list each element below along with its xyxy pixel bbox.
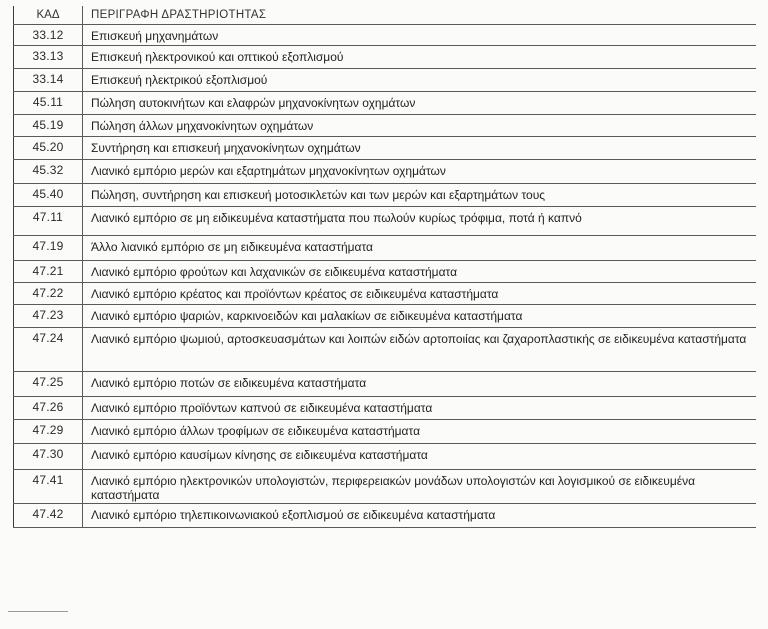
table-row: [14, 419, 756, 443]
activity-description: Λιανικό εμπόριο ηλεκτρονικών υπολογιστών, περιφερειακών μονάδων υπολογιστών και λογισμικού σε ειδικευμένα καταστήματα: [83, 469, 756, 503]
activity-description: Επισκευή ηλεκτρικού εξοπλισμού: [83, 68, 756, 91]
kad-code: 47.22: [14, 282, 83, 304]
table-row: [14, 469, 756, 503]
activity-codes-table: [13, 6, 756, 528]
table-row: [14, 136, 756, 159]
activity-description: Πώληση αυτοκινήτων και ελαφρών μηχανοκίνητων οχημάτων: [83, 91, 756, 114]
table-row: [14, 443, 756, 469]
kad-code: 45.20: [14, 136, 83, 159]
table-row: [14, 91, 756, 114]
divider: [8, 611, 68, 612]
activity-description: Πώληση άλλων μηχανοκίνητων οχημάτων: [83, 114, 756, 136]
table-row: [14, 260, 756, 282]
activity-description: Λιανικό εμπόριο φρούτων και λαχανικών σε ειδικευμένα καταστήματα: [83, 260, 756, 282]
kad-code: 33.14: [14, 68, 83, 91]
table-header-row: [14, 6, 756, 24]
table-body: [14, 24, 756, 527]
table-row: [14, 24, 756, 45]
table-row: [14, 45, 756, 68]
activity-description: Επισκευή μηχανημάτων: [83, 24, 756, 45]
table-row: [14, 183, 756, 206]
table-row: [14, 206, 756, 235]
activity-description: Λιανικό εμπόριο καυσίμων κίνησης σε ειδικευμένα καταστήματα: [83, 443, 756, 469]
activity-description: Λιανικό εμπόριο προϊόντων καπνού σε ειδικευμένα καταστήματα: [83, 396, 756, 419]
kad-code: 33.13: [14, 45, 83, 68]
kad-code: 47.42: [14, 503, 83, 527]
activity-description: Λιανικό εμπόριο σε μη ειδικευμένα καταστήματα που πωλούν κυρίως τρόφιμα, ποτά ή καπνό: [83, 206, 756, 235]
kad-code: 45.40: [14, 183, 83, 206]
kad-code: 47.41: [14, 469, 83, 503]
activity-description: Λιανικό εμπόριο κρέατος και προϊόντων κρέατος σε ειδικευμένα καταστήματα: [83, 282, 756, 304]
table-row: [14, 114, 756, 136]
activity-description: Λιανικό εμπόριο μερών και εξαρτημάτων μηχανοκίνητων οχημάτων: [83, 159, 756, 183]
kad-code: 45.32: [14, 159, 83, 183]
table-row: [14, 327, 756, 371]
kad-code: 47.19: [14, 235, 83, 260]
kad-code: 47.23: [14, 304, 83, 327]
table-row: [14, 396, 756, 419]
kad-code: 47.25: [14, 371, 83, 396]
kad-code: 47.26: [14, 396, 83, 419]
activity-description: Πώληση, συντήρηση και επισκευή μοτοσικλετών και των μερών και εξαρτημάτων τους: [83, 183, 756, 206]
activity-description: Λιανικό εμπόριο ψαριών, καρκινοειδών και μαλακίων σε ειδικευμένα καταστήματα: [83, 304, 756, 327]
table-row: [14, 304, 756, 327]
activity-description: Λιανικό εμπόριο ποτών σε ειδικευμένα καταστήματα: [83, 371, 756, 396]
table-row: [14, 159, 756, 183]
activity-description: Άλλο λιανικό εμπόριο σε μη ειδικευμένα καταστήματα: [83, 235, 756, 260]
header-code: ΚΑΔ: [14, 6, 83, 24]
activity-description: Συντήρηση και επισκευή μηχανοκίνητων οχημάτων: [83, 136, 756, 159]
kad-code: 33.12: [14, 24, 83, 45]
header-description: ΠΕΡΙΓΡΑΦΗ ΔΡΑΣΤΗΡΙΟΤΗΤΑΣ: [83, 6, 756, 24]
kad-code: 45.19: [14, 114, 83, 136]
table-row: [14, 68, 756, 91]
table-row: [14, 282, 756, 304]
activity-description: Λιανικό εμπόριο τηλεπικοινωνιακού εξοπλισμού σε ειδικευμένα καταστήματα: [83, 503, 756, 527]
activity-description: Λιανικό εμπόριο άλλων τροφίμων σε ειδικευμένα καταστήματα: [83, 419, 756, 443]
activity-description: Επισκευή ηλεκτρονικού και οπτικού εξοπλισμού: [83, 45, 756, 68]
kad-code: 45.11: [14, 91, 83, 114]
activity-description: Λιανικό εμπόριο ψωμιού, αρτοσκευασμάτων και λοιπών ειδών αρτοποιίας και ζαχαροπλαστικής σε ειδικευμένα καταστήματα: [83, 327, 756, 371]
table-row: [14, 371, 756, 396]
table-row: [14, 503, 756, 527]
kad-code: 47.29: [14, 419, 83, 443]
kad-code: 47.21: [14, 260, 83, 282]
kad-code: 47.30: [14, 443, 83, 469]
kad-code: 47.24: [14, 327, 83, 371]
kad-code: 47.11: [14, 206, 83, 235]
table-row: [14, 235, 756, 260]
